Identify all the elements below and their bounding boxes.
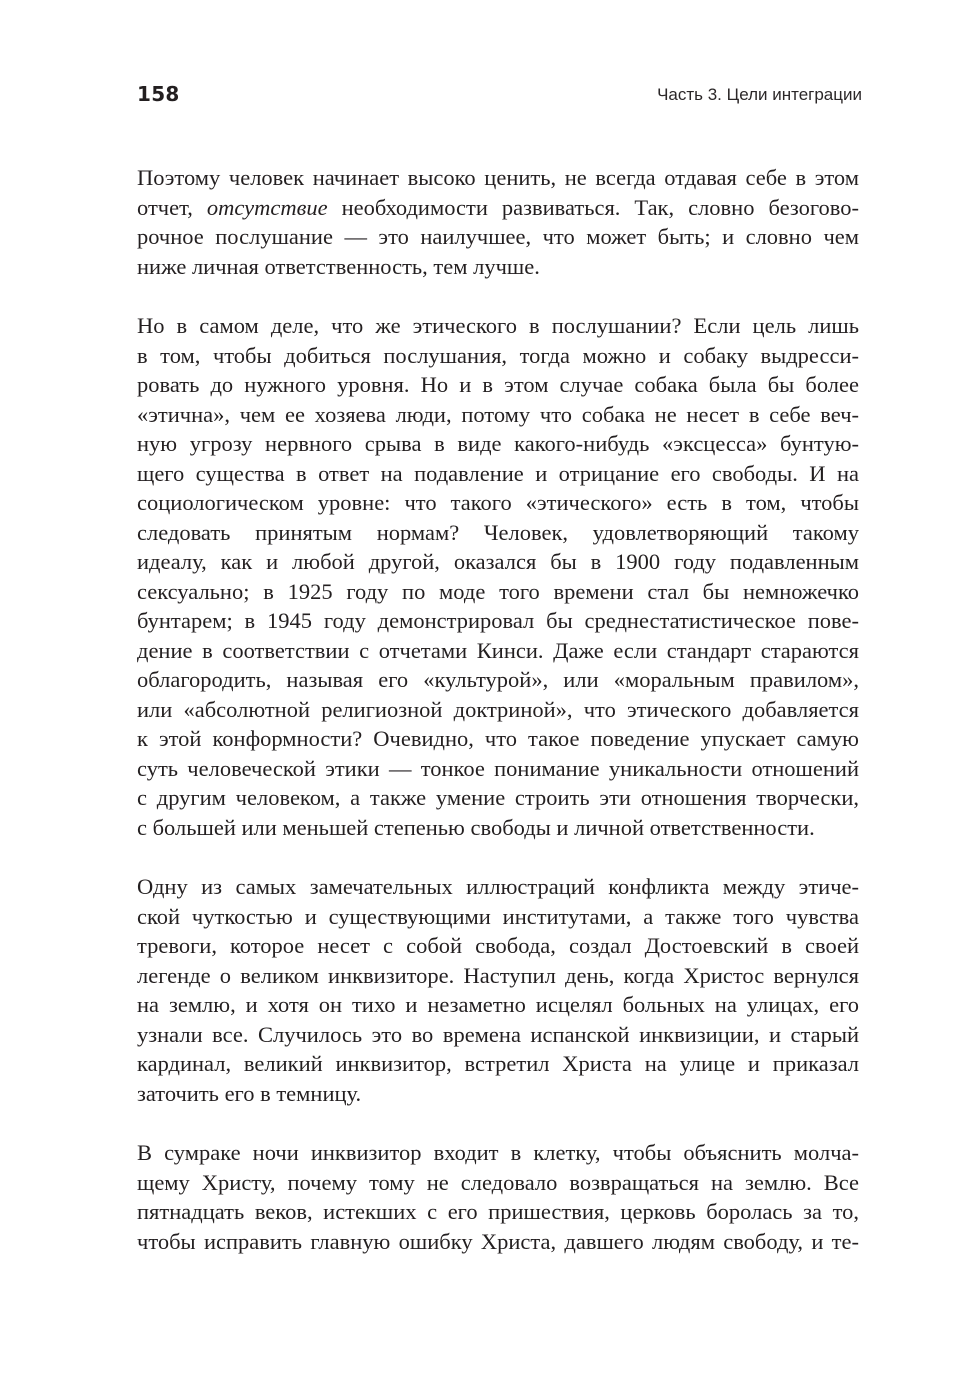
text-line: следовать принятым нормам? Человек, удовлетворяющий такому: [137, 519, 859, 545]
text-line: суть человеческой этики — тонкое понимание уникальности отношений: [137, 755, 859, 781]
text-line: рочное послушание — это наилучшее, что может быть; и словно чем: [137, 224, 859, 249]
text-line: чтобы исправить главную ошибку Христа, давшего людям свободу, и те-: [137, 1228, 859, 1254]
text-line: В сумраке ночи инквизитор входит в клетку, чтобы объяснить молча-: [137, 1140, 859, 1165]
text-line: [137, 193, 859, 223]
paragraph: [137, 872, 859, 1108]
text-line: с другим человеком, а также умение строить эти отношения творчески,: [137, 785, 859, 810]
text-line: Одну из самых замечательных иллюстраций конфликта между этиче-: [137, 874, 859, 899]
text-line: облагородить, называя его «культурой», или «моральным правилом»,: [137, 667, 859, 692]
text-line: ской чуткостью и существующими институтами, а также того чувства: [137, 903, 859, 929]
text-line: бунтарем; в 1945 году демонстрировал бы среднестатистическое пове-: [137, 608, 859, 633]
text-line: ную угрозу нервного срыва в виде какого-нибудь «эксцесса» бунтую-: [137, 431, 859, 456]
paragraph: [137, 163, 859, 281]
text-line: сексуально; в 1925 году по моде того времени стал бы немножечко: [137, 578, 859, 604]
page-number: 158: [137, 82, 180, 106]
text-line: Но в самом деле, что же этического в послушании? Если цель лишь: [137, 313, 859, 338]
paragraph: [137, 311, 859, 842]
emphasized-word: отсутствие: [206, 194, 328, 220]
body-text: [137, 163, 859, 1286]
text-line: дение в соответствии с отчетами Кинси. Даже если стандарт стараются: [137, 637, 859, 663]
line-segment: отчет,: [137, 194, 207, 220]
text-line: щего существа в ответ на подавление и отрицание его свободы. И на: [137, 460, 859, 486]
text-line: в том, чтобы добиться послушания, тогда можно и собаку выдресси-: [137, 342, 859, 368]
text-line: Поэтому человек начинает высоко ценить, не всегда отдавая себе в этом: [137, 165, 859, 190]
text-line: тревоги, которое несет с собой свобода, создал Достоевский в своей: [137, 933, 859, 958]
text-line: к этой конформности? Очевидно, что такое поведение упускает самую: [137, 726, 859, 751]
page-header: [137, 80, 862, 112]
text-line: или «абсолютной религиозной доктриной», что этического добавляется: [137, 696, 859, 722]
text-line: легенде о великом инквизиторе. Наступил день, когда Христос вернулся: [137, 962, 859, 988]
line-segment: необходимости развиваться. Так, словно безогово-: [327, 194, 859, 220]
text-line: идеалу, как и любой другой, оказался бы в 1900 году подавленным: [137, 549, 859, 574]
text-line: щему Христу, почему тому не следовало возвращаться на землю. Все: [137, 1169, 859, 1195]
text-line: пятнадцать веков, истекших с его пришествия, церковь боролась за то,: [137, 1199, 859, 1224]
text-line: ниже личная ответственность, тем лучше.: [137, 253, 540, 279]
text-line: на землю, и хотя он тихо и незаметно исцелял больных на улицах, его: [137, 992, 859, 1017]
text-line: ровать до нужного уровня. Но и в этом случае собака была бы более: [137, 372, 859, 397]
text-line: узнали все. Случилось это во времена испанской инквизиции, и старый: [137, 1021, 859, 1047]
text-line: «этична», чем ее хозяева люди, потому что собака не несет в себе веч-: [137, 401, 859, 427]
paragraph: [137, 1138, 859, 1256]
text-line: заточить его в темницу.: [137, 1080, 362, 1106]
text-line: кардинал, великий инквизитор, встретил Христа на улице и приказал: [137, 1051, 859, 1076]
text-line: социологическом уровне: что такого «этического» есть в том, чтобы: [137, 490, 859, 515]
running-head: Часть 3. Цели интеграции: [657, 85, 862, 104]
text-line: с большей или меньшей степенью свободы и личной ответственности.: [137, 814, 815, 840]
